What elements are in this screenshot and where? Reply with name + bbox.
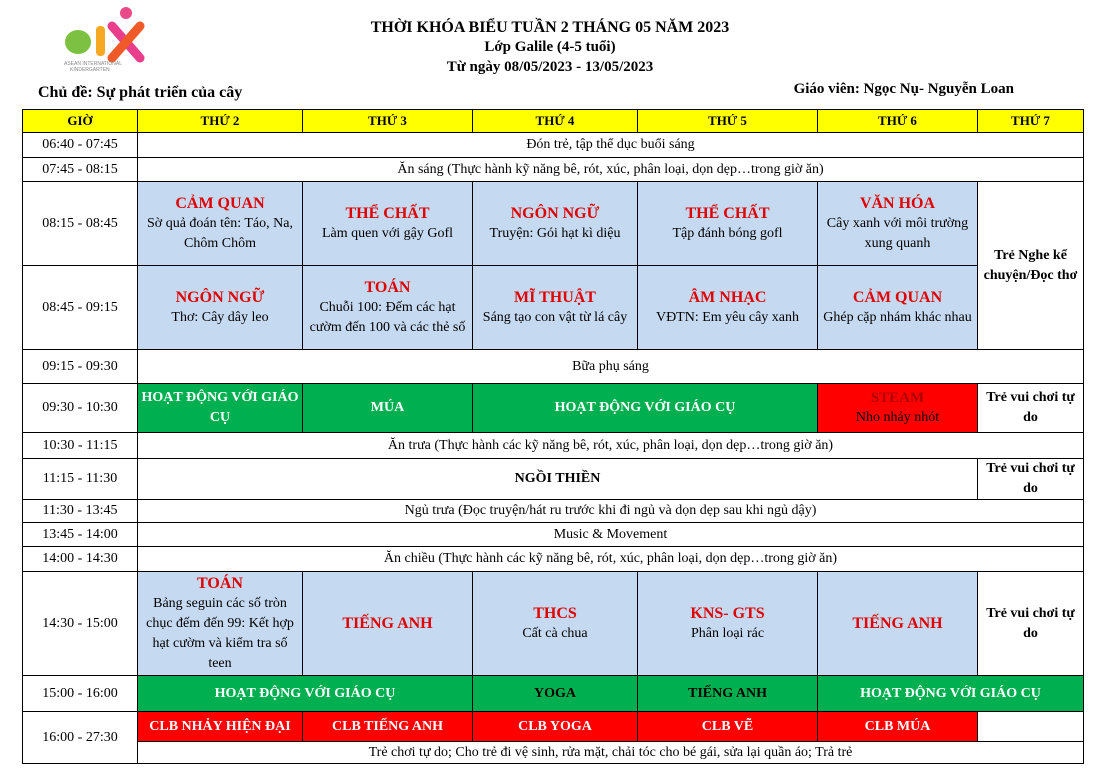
lesson-subject: THCS [533, 604, 577, 622]
lesson-cell [138, 572, 303, 676]
lesson-cell [818, 266, 978, 350]
club-cell: CLB TIẾNG ANH [303, 712, 473, 742]
meditation-cell: NGỒI THIỀN [138, 459, 978, 500]
header-row [23, 110, 1084, 133]
activity-cell: Đón trẻ, tập thể dục buổi sáng [138, 133, 1084, 158]
time-cell: 07:45 - 08:15 [23, 158, 138, 182]
activity-cell: Bữa phụ sáng [138, 350, 1084, 384]
lesson-cell [303, 266, 473, 350]
club-cell: CLB MÚA [818, 712, 978, 742]
school-logo [56, 4, 156, 72]
table-row [23, 500, 1084, 523]
activity-cell-green: TIẾNG ANH [638, 676, 818, 712]
activity-cell: Trẻ chơi tự do; Cho trẻ đi vệ sinh, rửa mặt, chải tóc cho bé gái, sửa lại quần áo; Trả trẻ [138, 742, 1084, 764]
lesson-detail: Chuỗi 100: Đếm các hạt cườm đến 100 và các thẻ số [309, 299, 466, 335]
time-cell: 15:00 - 16:00 [23, 676, 138, 712]
activity-cell-green: HOẠT ĐỘNG VỚI GIÁO CỤ [473, 384, 818, 433]
lesson-detail: Phân loại rác [690, 625, 765, 641]
lesson-cell [303, 572, 473, 676]
activity-cell: Ăn sáng (Thực hành kỹ năng bê, rót, xúc, phân loại, dọn dẹp…trong giờ ăn) [138, 158, 1084, 182]
lesson-subject: KNS- GTS [690, 604, 765, 622]
club-cell: CLB YOGA [473, 712, 638, 742]
time-cell: 09:15 - 09:30 [23, 350, 138, 384]
lesson-subject: TIẾNG ANH [342, 614, 433, 632]
table-row [23, 523, 1084, 547]
lesson-detail: Tập đánh bóng gofl [672, 225, 783, 241]
lesson-subject: TOÁN [197, 574, 243, 592]
col-header-wed: THỨ 4 [473, 110, 638, 133]
lesson-detail: Ghép cặp nhám khác nhau [823, 309, 972, 325]
teacher-label: Giáo viên: Ngọc Nụ- Nguyễn Loan [793, 81, 1014, 97]
logo-subtitle-1: ASEAN INTERNATIONAL [64, 61, 122, 67]
lesson-subject: TIẾNG ANH [852, 614, 943, 632]
activity-cell: Music & Movement [138, 523, 1084, 547]
activity-cell-green: YOGA [473, 676, 638, 712]
lesson-subject: ÂM NHẠC [688, 288, 767, 306]
lesson-detail: Sáng tạo con vật từ lá cây [482, 309, 628, 325]
date-range: Từ ngày 08/05/2023 - 13/05/2023 [446, 59, 654, 75]
col-header-mon: THỨ 2 [138, 110, 303, 133]
lesson-detail: Sờ quả đoán tên: Táo, Na, Chôm Chôm [147, 215, 293, 251]
lesson-subject: NGÔN NGỮ [175, 288, 265, 306]
table-row [23, 133, 1084, 158]
lesson-detail: Cất cà chua [522, 625, 588, 641]
table-row [23, 547, 1084, 572]
page-title: THỜI KHÓA BIỂU TUẦN 2 THÁNG 05 NĂM 2023 [370, 19, 730, 36]
saturday-cell: Trẻ vui chơi tự do [978, 384, 1084, 433]
table-row [23, 350, 1084, 384]
lesson-subject: CẢM QUAN [852, 288, 943, 306]
lesson-cell [473, 572, 638, 676]
lesson-subject: CẢM QUAN [175, 194, 265, 212]
time-cell: 11:30 - 13:45 [23, 500, 138, 523]
table-row [23, 158, 1084, 182]
lesson-cell [638, 182, 818, 266]
lesson-subject: MĨ THUẬT [514, 288, 596, 306]
saturday-morning-cell: Trẻ Nghe kể chuyện/Đọc thơ [978, 182, 1084, 350]
lesson-detail: Cây xanh với môi trường xung quanh [826, 215, 969, 251]
lesson-cell [638, 266, 818, 350]
lesson-subject: VĂN HÓA [859, 194, 936, 212]
lesson-detail: Thơ: Cây dây leo [171, 309, 269, 325]
lesson-subject: THỂ CHẤT [345, 204, 430, 222]
activity-cell: Ngủ trưa (Đọc truyện/hát ru trước khi đi ngủ và dọn dẹp sau khi ngủ dậy) [138, 500, 1084, 523]
lesson-detail: Bảng seguin các số tròn chục đếm đến 99: Kết hợp hạt cườm và kiểm tra số teen [146, 595, 294, 671]
lesson-cell [638, 572, 818, 676]
lesson-detail: Truyện: Gói hạt kì diệu [489, 225, 621, 241]
saturday-cell: Trẻ vui chơi tự do [978, 572, 1084, 676]
activity-cell-green: MÚA [303, 384, 473, 433]
table-row [23, 712, 1084, 742]
time-cell: 14:00 - 14:30 [23, 547, 138, 572]
activity-cell-green: HOẠT ĐỘNG VỚI GIÁO CỤ [138, 384, 303, 433]
topic-label: Chủ đề: Sự phát triển của cây [38, 84, 243, 101]
table-row [23, 742, 1084, 764]
time-cell: 14:30 - 15:00 [23, 572, 138, 676]
lesson-cell [303, 182, 473, 266]
activity-cell-green: HOẠT ĐỘNG VỚI GIÁO CỤ [818, 676, 1084, 712]
time-cell: 13:45 - 14:00 [23, 523, 138, 547]
time-cell: 11:15 - 11:30 [23, 459, 138, 500]
saturday-cell: Trẻ vui chơi tự do [978, 459, 1084, 500]
lesson-cell [473, 182, 638, 266]
table-row [23, 676, 1084, 712]
steam-cell [818, 384, 978, 433]
time-cell: 08:45 - 09:15 [23, 266, 138, 350]
table-row [23, 266, 1084, 350]
club-cell: CLB VẼ [638, 712, 818, 742]
table-row [23, 572, 1084, 676]
timetable [22, 109, 1084, 764]
lesson-subject: TOÁN [364, 278, 411, 296]
time-cell: 16:00 - 27:30 [23, 712, 138, 764]
activity-cell-green: HOẠT ĐỘNG VỚI GIÁO CỤ [138, 676, 473, 712]
col-header-fri: THỨ 6 [818, 110, 978, 133]
table-row [23, 384, 1084, 433]
table-row [23, 433, 1084, 459]
empty-cell [978, 712, 1084, 742]
class-name: Lớp Galile (4-5 tuổi) [484, 39, 616, 55]
lesson-subject: THỂ CHẤT [685, 204, 770, 222]
lesson-cell [138, 182, 303, 266]
lesson-detail: VĐTN: Em yêu cây xanh [655, 309, 800, 325]
col-header-sat: THỨ 7 [978, 110, 1084, 133]
steam-subject: STEAM [870, 390, 925, 406]
col-header-thu: THỨ 5 [638, 110, 818, 133]
time-cell: 09:30 - 10:30 [23, 384, 138, 433]
col-header-tue: THỨ 3 [303, 110, 473, 133]
lesson-cell [818, 182, 978, 266]
activity-cell: Ăn trưa (Thực hành các kỹ năng bê, rót, xúc, phân loại, dọn dẹp…trong giờ ăn) [138, 433, 1084, 459]
time-cell: 08:15 - 08:45 [23, 182, 138, 266]
table-row [23, 459, 1084, 500]
col-header-time: GIỜ [23, 110, 138, 133]
lesson-cell [138, 266, 303, 350]
steam-detail: Nho nhảy nhót [855, 410, 940, 425]
club-cell: CLB NHẢY HIỆN ĐẠI [138, 712, 303, 742]
time-cell: 06:40 - 07:45 [23, 133, 138, 158]
lesson-subject: NGÔN NGỮ [510, 204, 600, 222]
lesson-detail: Làm quen với gậy Gofl [321, 225, 454, 241]
activity-cell: Ăn chiều (Thực hành các kỹ năng bê, rót, xúc, phân loại, dọn dẹp…trong giờ ăn) [138, 547, 1084, 572]
title-block [250, 18, 850, 77]
lesson-cell [473, 266, 638, 350]
table-row [23, 182, 1084, 266]
time-cell: 10:30 - 11:15 [23, 433, 138, 459]
logo-subtitle-2: KINDERGARTEN [70, 67, 110, 72]
lesson-cell [818, 572, 978, 676]
